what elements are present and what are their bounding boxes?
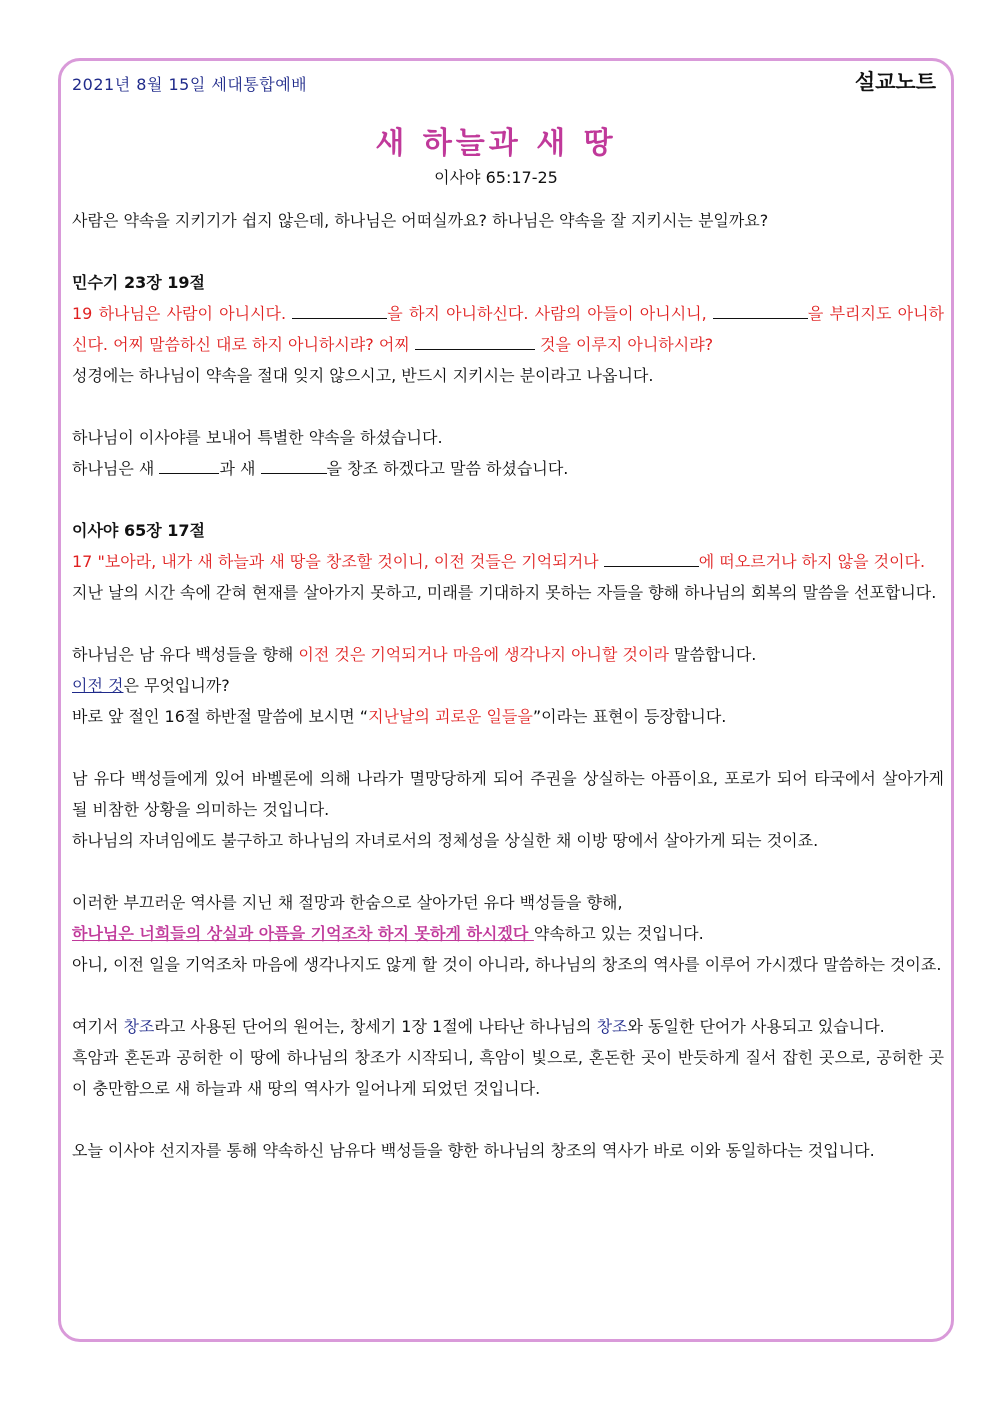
fill-blank[interactable] — [292, 304, 387, 319]
paragraph-text: 이러한 부끄러운 역사를 지닌 채 절망과 한숨으로 살아가던 유다 백성들을 향해, — [72, 893, 623, 912]
promise-line: 하나님이 이사야를 보내어 특별한 약속을 하셨습니다. — [72, 428, 443, 447]
fill-blank[interactable] — [713, 304, 808, 319]
section-heading-isaiah: 이사야 65장 17절 — [72, 521, 205, 540]
paragraph-text: 바로 앞 절인 16절 하반절 말씀에 보시면 “지난날의 괴로운 일들을”이라는 표현이 등장합니다. — [72, 707, 727, 726]
paragraph-text: 아니, 이전 일을 기억조차 마음에 생각나지도 않게 할 것이 아니라, 하나님의 창조의 역사를 이루어 가시겠다 말씀하는 것이죠. — [72, 955, 942, 974]
section-heading-numbers: 민수기 23장 19절 — [72, 273, 205, 292]
verse-isaiah-65-17: 17 "보아라, 내가 새 하늘과 새 땅을 창조할 것이니, 이전 것들은 기억되거나 에 떠오르거나 하지 않을 것이다. — [72, 552, 926, 571]
fill-blank[interactable] — [415, 335, 535, 350]
closing-paragraph: 오늘 이사야 선지자를 통해 약속하신 남유다 백성들을 향한 하나님의 창조의 역사가 바로 이와 동일하다는 것입니다. — [72, 1141, 875, 1160]
verse-numbers-23-19: 19 하나님은 사람이 아니시다. 을 하지 아니하신다. 사람의 아들이 아니시니, 을 부리지도 아니하신다. 어찌 말씀하신 대로 하지 아니하시랴? 어찌 것을 이루지 아니하시랴? — [72, 304, 944, 354]
verse-note: 성경에는 하나님이 약속을 절대 잊지 않으시고, 반드시 지키시는 분이라고 나옵니다. — [72, 366, 654, 385]
paragraph-text: 하나님의 자녀임에도 불구하고 하나님의 자녀로서의 정체성을 상실한 채 이방 땅에서 살아가게 되는 것이죠. — [72, 831, 819, 850]
paragraph-text: 하나님은 남 유다 백성들을 향해 이전 것은 기억되거나 마음에 생각나지 아니할 것이라 말씀합니다. — [72, 645, 757, 664]
fill-blank[interactable] — [604, 552, 699, 567]
paragraph-text: 남 유다 백성들에게 있어 바벨론에 의해 나라가 멸망당하게 되어 주권을 상실하는 아픔이요, 포로가 되어 타국에서 살아가게 될 비참한 상황을 의미하는 것입니다. — [72, 769, 944, 819]
paragraph-text: 여기서 창조라고 사용된 단어의 원어는, 창세기 1장 1절에 나타난 하나님의 창조와 동일한 단어가 사용되고 있습니다. — [72, 1017, 885, 1036]
fill-blank[interactable] — [159, 459, 219, 474]
fill-blank[interactable] — [261, 459, 327, 474]
isaiah-note: 지난 날의 시간 속에 갇혀 현재를 살아가지 못하고, 미래를 기대하지 못하는 자들을 향해 하나님의 회복의 말씀을 선포합니다. — [72, 583, 937, 602]
promise-blank-line: 하나님은 새 과 새 을 창조 하겠다고 말씀 하셨습니다. — [72, 459, 569, 478]
question-line: 이전 것은 무엇입니까? — [72, 676, 230, 695]
service-date: 2021년 8월 15일 세대통합예배 — [72, 75, 308, 94]
sermon-note-label: 설교노트 — [854, 70, 936, 94]
paragraph-text: 흑암과 혼돈과 공허한 이 땅에 하나님의 창조가 시작되니, 흑암이 빛으로, 혼돈한 곳이 반듯하게 질서 잡힌 곳으로, 공허한 곳이 충만함으로 새 하늘과 새 땅의 역사가 일어나게 되었던 것입니다. — [72, 1048, 944, 1098]
sermon-title: 새 하늘과 새 땅 — [375, 126, 617, 161]
sermon-body — [72, 205, 944, 1166]
highlight-line: 하나님은 너희들의 상실과 아픔을 기억조차 하지 못하게 하시겠다 약속하고 있는 것입니다. — [72, 924, 704, 943]
scripture-reference: 이사야 65:17-25 — [434, 168, 558, 187]
intro-question: 사람은 약속을 지키기가 쉽지 않은데, 하나님은 어떠실까요? 하나님은 약속을 잘 지키시는 분일까요? — [72, 211, 769, 230]
